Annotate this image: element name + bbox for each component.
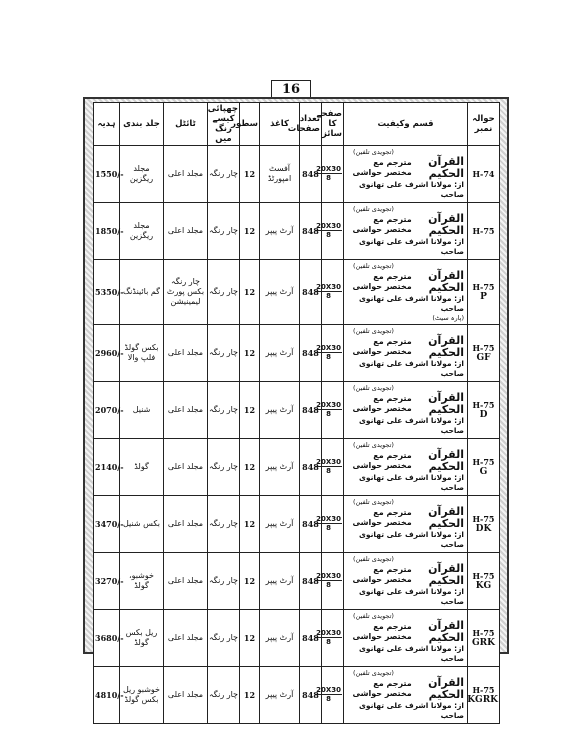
price-cell: 2140/- <box>94 439 120 496</box>
tajweed-note: (تجویدی تلفین) <box>353 327 394 335</box>
author-line: از: مولانا اشرف علی تھانوی صاحب <box>359 530 464 549</box>
ref-code: H-75 <box>472 685 495 695</box>
title-cell: مجلد اعلی <box>164 325 208 382</box>
size-numerator: 20X30 <box>316 572 341 580</box>
ref-code: H-75 <box>472 282 495 292</box>
details-cell <box>344 553 468 610</box>
pages-cell: 848 <box>300 610 322 667</box>
quran-title: القرآن الحکیم <box>428 505 464 530</box>
ref-suffix: DK <box>475 524 492 534</box>
translation-note: مترجم مع مختصر حواشی <box>352 565 412 584</box>
details-cell <box>344 610 468 667</box>
ref-suffix: GF <box>476 353 491 363</box>
price-cell: 2960/- <box>94 325 120 382</box>
size-denominator: 8 <box>326 174 331 182</box>
table-row <box>94 667 500 724</box>
price-cell: 1850/- <box>94 203 120 260</box>
ref-cell <box>468 496 500 553</box>
tajweed-note: (تجویدی تلفین) <box>353 612 394 620</box>
table-row <box>94 146 500 203</box>
title-cell: مجلد اعلی <box>164 146 208 203</box>
colors-cell: چار رنگہ <box>208 203 240 260</box>
pages-cell: 848 <box>300 260 322 325</box>
lines-cell: 12 <box>240 553 260 610</box>
header-paper: کاغذ <box>260 103 300 146</box>
quran-title: القرآن الحکیم <box>428 562 464 587</box>
header-title: ٹائٹل <box>164 103 208 146</box>
lines-cell: 12 <box>240 610 260 667</box>
colors-cell: چار رنگہ <box>208 496 240 553</box>
table-row <box>94 325 500 382</box>
paper-cell: آرٹ پیپر <box>260 382 300 439</box>
quran-title: القرآن الحکیم <box>428 334 464 359</box>
ref-cell <box>468 610 500 667</box>
quran-title: القرآن الحکیم <box>428 269 464 294</box>
colors-cell: چار رنگہ <box>208 667 240 724</box>
ref-code: H-75 <box>472 343 495 353</box>
pages-cell: 848 <box>300 667 322 724</box>
table-row <box>94 260 500 325</box>
size-cell <box>316 496 344 553</box>
price-cell: 2070/- <box>94 382 120 439</box>
lines-cell: 12 <box>240 203 260 260</box>
ref-code: H-75 <box>472 400 495 410</box>
size-numerator: 20X30 <box>316 283 341 291</box>
lines-cell: 12 <box>240 325 260 382</box>
ref-cell <box>468 553 500 610</box>
size-denominator: 8 <box>326 467 331 475</box>
size-denominator: 8 <box>326 581 331 589</box>
table-row <box>94 439 500 496</box>
ref-suffix: KG <box>475 581 492 591</box>
size-cell <box>316 146 344 203</box>
pages-cell: 848 <box>300 439 322 496</box>
header-details: قسم وکیفیت <box>344 103 468 146</box>
translation-note: مترجم مع مختصر حواشی <box>352 679 412 698</box>
ref-code: H-75 <box>472 514 495 524</box>
quran-title: القرآن الحکیم <box>428 448 464 473</box>
header-pages: تعداد صفحات <box>300 103 322 146</box>
author-line: از: مولانا اشرف علی تھانوی صاحب <box>359 701 464 720</box>
translation-note: مترجم مع مختصر حواشی <box>352 508 412 527</box>
size-cell <box>316 382 344 439</box>
size-cell <box>316 667 344 724</box>
price-cell: 3270/- <box>94 553 120 610</box>
paper-cell: آرٹ پیپر <box>260 203 300 260</box>
price-cell: 3680/- <box>94 610 120 667</box>
paper-cell: آرٹ پیپر <box>260 610 300 667</box>
ref-cell <box>468 146 500 203</box>
title-cell: مجلد اعلی <box>164 439 208 496</box>
size-cell <box>316 260 344 325</box>
author-line: از: مولانا اشرف علی تھانوی صاحب <box>359 473 464 492</box>
paper-cell: آرٹ پیپر <box>260 496 300 553</box>
translation-note: مترجم مع مختصر حواشی <box>352 215 412 234</box>
tajweed-note: (تجویدی تلفین) <box>353 669 394 677</box>
ref-code: H-75 <box>472 457 495 467</box>
binding-cell: گم بائینڈنگ <box>120 260 164 325</box>
tajweed-note: (تجویدی تلفین) <box>353 205 394 213</box>
ref-cell <box>468 203 500 260</box>
details-cell <box>344 146 468 203</box>
price-cell: 3470/- <box>94 496 120 553</box>
pages-cell: 848 <box>300 382 322 439</box>
paper-cell: آرٹ پیپر <box>260 667 300 724</box>
ref-cell <box>468 439 500 496</box>
ref-suffix: P <box>480 292 487 302</box>
header-binding: جلد بندی <box>120 103 164 146</box>
quran-title: القرآن الحکیم <box>428 391 464 416</box>
header-size: صفحے کا سائز <box>322 103 344 146</box>
author-line: از: مولانا اشرف علی تھانوی صاحب <box>359 416 464 435</box>
colors-cell: چار رنگہ <box>208 146 240 203</box>
table-row <box>94 553 500 610</box>
page-number: 16 <box>271 80 311 99</box>
translation-note: مترجم مع مختصر حواشی <box>352 622 412 641</box>
paper-cell: آرٹ پیپر <box>260 260 300 325</box>
details-cell <box>344 439 468 496</box>
ref-suffix: KGRK <box>467 695 498 705</box>
details-cell <box>344 496 468 553</box>
author-line: از: مولانا اشرف علی تھانوی صاحب <box>359 294 464 313</box>
ref-code: H-74 <box>472 169 495 179</box>
paper-cell: آرٹ پیپر <box>260 439 300 496</box>
ref-cell <box>468 260 500 325</box>
price-cell: 1550/- <box>94 146 120 203</box>
quran-title: القرآن الحکیم <box>428 212 464 237</box>
tajweed-note: (تجویدی تلفین) <box>353 148 394 156</box>
size-denominator: 8 <box>326 638 331 646</box>
colors-cell: چار رنگہ <box>208 325 240 382</box>
tajweed-note: (تجویدی تلفین) <box>353 384 394 392</box>
pages-cell: 848 <box>300 325 322 382</box>
colors-cell: چار رنگہ <box>208 260 240 325</box>
title-cell: مجلد اعلی <box>164 553 208 610</box>
title-cell: مجلد اعلی <box>164 496 208 553</box>
tajweed-note: (تجویدی تلفین) <box>353 262 394 270</box>
price-cell: 5350/- <box>94 260 120 325</box>
pages-cell: 848 <box>300 553 322 610</box>
size-numerator: 20X30 <box>316 401 341 409</box>
paper-cell: آفسٹ امپورٹڈ <box>260 146 300 203</box>
lines-cell: 12 <box>240 496 260 553</box>
binding-cell: ریل بکس گولڈ <box>120 610 164 667</box>
details-cell <box>344 260 468 325</box>
author-line: از: مولانا اشرف علی تھانوی صاحب <box>359 587 464 606</box>
colors-cell: چار رنگہ <box>208 610 240 667</box>
paper-cell: آرٹ پیپر <box>260 325 300 382</box>
tajweed-note: (تجویدی تلفین) <box>353 498 394 506</box>
size-cell <box>316 553 344 610</box>
pages-cell: 848 <box>300 203 322 260</box>
translation-note: مترجم مع مختصر حواشی <box>352 451 412 470</box>
binding-cell: بکس شنیل <box>120 496 164 553</box>
details-cell <box>344 325 468 382</box>
binding-cell: خوشبو، گولڈ <box>120 553 164 610</box>
binding-cell: مجلد ریگزین <box>120 146 164 203</box>
table-row <box>94 496 500 553</box>
paper-cell: آرٹ پیپر <box>260 553 300 610</box>
quran-title: القرآن الحکیم <box>428 676 464 701</box>
translation-note: مترجم مع مختصر حواشی <box>352 158 412 177</box>
details-cell <box>344 667 468 724</box>
ref-cell <box>468 325 500 382</box>
header-colors: چھپائی کیسے رنگ میں <box>207 104 238 144</box>
colors-cell: چار رنگہ <box>208 382 240 439</box>
ref-suffix: D <box>479 410 488 420</box>
size-denominator: 8 <box>326 695 331 703</box>
lines-cell: 12 <box>240 260 260 325</box>
size-denominator: 8 <box>326 231 331 239</box>
size-cell <box>316 439 344 496</box>
ref-code: H-75 <box>472 226 495 236</box>
header-ref: حوالہ نمبر <box>468 103 500 146</box>
lines-cell: 12 <box>240 667 260 724</box>
lines-cell: 12 <box>240 382 260 439</box>
title-cell: مجلد اعلی <box>164 382 208 439</box>
author-line: از: مولانا اشرف علی تھانوی صاحب <box>359 180 464 199</box>
table-row <box>94 382 500 439</box>
binding-cell: بکس گولڈ فلپ والا <box>120 325 164 382</box>
details-cell <box>344 382 468 439</box>
translation-note: مترجم مع مختصر حواشی <box>352 394 412 413</box>
quran-title: القرآن الحکیم <box>428 155 464 180</box>
author-line: از: مولانا اشرف علی تھانوی صاحب <box>359 237 464 256</box>
table-row <box>94 203 500 260</box>
size-denominator: 8 <box>326 410 331 418</box>
details-cell <box>344 203 468 260</box>
translation-note: مترجم مع مختصر حواشی <box>352 272 412 291</box>
size-numerator: 20X30 <box>316 686 341 694</box>
size-denominator: 8 <box>326 292 331 300</box>
header-lines: سطور <box>240 103 260 146</box>
header-row <box>94 103 500 146</box>
size-numerator: 20X30 <box>316 165 341 173</box>
colors-cell: چار رنگہ <box>208 553 240 610</box>
size-numerator: 20X30 <box>316 344 341 352</box>
binding-cell: شنیل <box>120 382 164 439</box>
lines-cell: 12 <box>240 439 260 496</box>
binding-cell: مجلد ریگزین <box>120 203 164 260</box>
ref-cell <box>468 667 500 724</box>
quran-title: القرآن الحکیم <box>428 619 464 644</box>
colors-cell: چار رنگہ <box>208 439 240 496</box>
lines-cell: 12 <box>240 146 260 203</box>
size-cell <box>316 610 344 667</box>
title-cell: مجلد اعلی <box>164 203 208 260</box>
size-cell <box>316 203 344 260</box>
translation-note: مترجم مع مختصر حواشی <box>352 337 412 356</box>
size-denominator: 8 <box>326 353 331 361</box>
title-cell: مجلد اعلی <box>164 610 208 667</box>
tajweed-note: (تجویدی تلفین) <box>353 555 394 563</box>
author-line: از: مولانا اشرف علی تھانوی صاحب <box>359 644 464 663</box>
pages-cell: 848 <box>300 146 322 203</box>
header-price: ہدیہ <box>94 103 120 146</box>
ref-cell <box>468 382 500 439</box>
title-cell: مجلد اعلی <box>164 667 208 724</box>
ref-code: H-75 <box>472 628 495 638</box>
size-cell <box>316 325 344 382</box>
pages-cell: 848 <box>300 496 322 553</box>
size-denominator: 8 <box>326 524 331 532</box>
size-numerator: 20X30 <box>316 515 341 523</box>
tajweed-note: (تجویدی تلفین) <box>353 441 394 449</box>
size-numerator: 20X30 <box>316 222 341 230</box>
binding-cell: خوشبو ریل بکس گولڈ <box>120 667 164 724</box>
table-row <box>94 610 500 667</box>
price-cell: 4810/- <box>94 667 120 724</box>
ref-suffix: G <box>479 467 488 477</box>
binding-cell: گولڈ <box>120 439 164 496</box>
author-line: از: مولانا اشرف علی تھانوی صاحب <box>359 359 464 378</box>
size-numerator: 20X30 <box>316 458 341 466</box>
extra-note: (پارہ سیٹ) <box>432 314 464 322</box>
size-numerator: 20X30 <box>316 629 341 637</box>
ref-code: H-75 <box>472 571 495 581</box>
catalog-table <box>93 102 500 724</box>
title-cell: چار رنگہ بکس پورٹ لیمینیشن <box>164 260 208 325</box>
ref-suffix: GRK <box>472 638 495 648</box>
